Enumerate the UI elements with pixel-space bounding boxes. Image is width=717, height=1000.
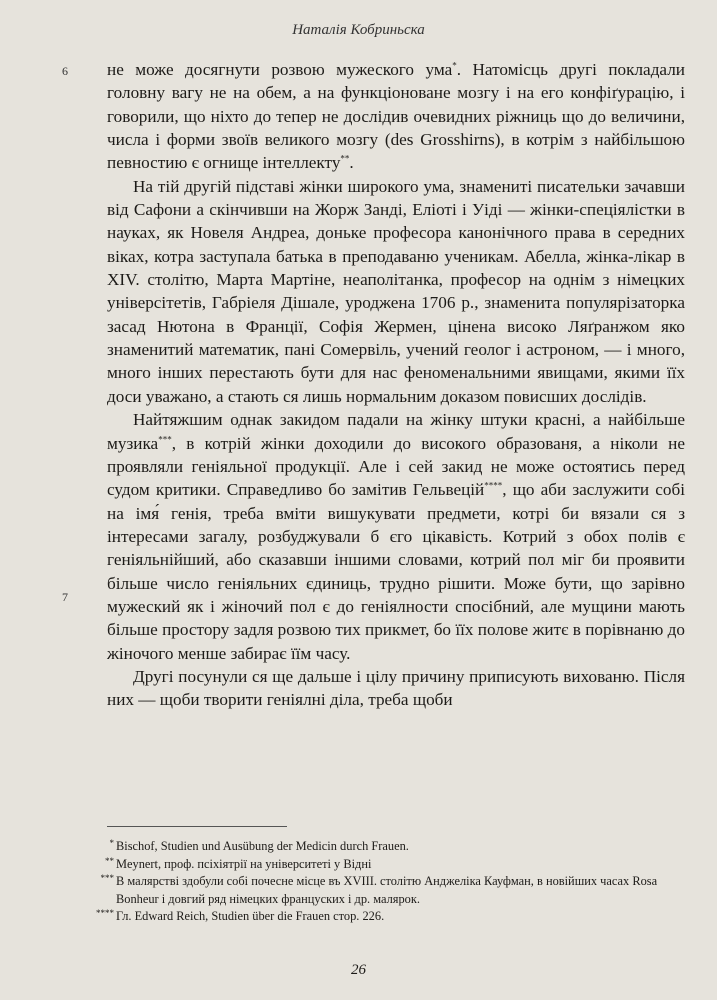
footnote [92, 908, 685, 926]
footnote-text: Meynert, проф. псіхіятрії на університеті у Відні [116, 856, 372, 871]
footnote-mark: * [109, 838, 114, 848]
footnotes [92, 838, 685, 926]
paragraph-text: Найтяжшим однак закидом падали на жінку штуки красні, а найбільше музика [107, 410, 685, 453]
paragraph-text: , в котрій жінки доходили до високого образованя, а ніколи не проявляли геніяльної продукції. Але і сей закид не може остоятись перед судом критики. Справедливо бо замітив Гельвецій [107, 433, 685, 500]
footnote-text: Bischof, Studien und Ausübung der Medicin durch Frauen. [116, 839, 409, 853]
paragraph-text: не може досягнути розвою мужеского ума [107, 60, 453, 79]
paragraph-text: . Натомісць другі покладали головну вагу не на обем, а на функціоноване мозгу і на его конфіґурацію, і говорили, що ніхто до тепер не дослідив очевидних ріжниць що до величини, числа і форми звоїв великого мозгу (des Grosshirns), в котрім з найбільшою певностию є огнище інтеллекту [107, 60, 685, 173]
footnote-ref: *** [158, 433, 172, 444]
paragraph-4: Другі посунули ся ще дальше і цілу причину приписують вихованю. Після них — щоби творити геніялні діла, треба щоби [107, 666, 685, 710]
footnote-ref: * [452, 60, 457, 71]
footnote [92, 838, 685, 856]
paragraph-2: На тій другій підставі жінки широкого ума, знамениті писательки зачавши від Сафони а скінчивши на Жорж Занді, Еліоті і Уіді — жінки-спеціялістки в науках, як Новеля Андреа, доньке професора канонічного права в середних віках, котра заступала батька в преподаваню ученикам. Абелла, жінка-лікар в XIV. столітю, Марта Мартіне, неаполітанка, професор на однім з німецких унiверсітетів, Габріеля Дішале, уроджена 1706 р., знаменита популярізаторка засад Нютона в Франції, Софія Жермен, цінена високо Ляґранжом яко знаменитий математик, пані Сомервіль, учений геолог і астроном, — і много, много інших перестають бути для нас феноменальними явищами, якими їїх доси уважано, а стають ся лишь нормальним доказом повисших дослідів. [107, 176, 685, 406]
footnote-mark: **** [96, 908, 114, 919]
paragraph-3 [107, 408, 685, 665]
paragraph-text: , що аби заслужити собі на імя́ генія, треба вміти вишукувати предмети, котрі би вязали ся з інтересами загалу, розбуджували б єго цікавість. Котрий з обох полів є геніяльнійший, або сказавши іншими словами, котрий пол міг би проявити більше число геніяльних єдиниць, трудно рішити. Може бути, що зарівно мужеский як і жіночий пол є до геніялности спосібний, але мущини мають більше простору задля розвою тих прикмет, бо їїх полове житє в порівнаню до жіночого менше забирає їїм часу. [107, 480, 685, 663]
footnote [92, 873, 685, 908]
margin-number: 7 [62, 590, 68, 604]
footnote [92, 856, 685, 874]
footnote-mark: ** [105, 855, 114, 866]
footnote-divider [107, 826, 287, 827]
footnote-ref: ** [340, 153, 350, 164]
footnote-text: Гл. Edward Reich, Studien über die Frauen стор. 226. [116, 909, 385, 924]
footnote-ref: **** [484, 480, 503, 491]
running-head: Наталія Кобриньска [292, 22, 425, 38]
footnote-text: В малярстві здобули собі почесне місце въ XVIII. столітю Анджеліка Кауфман, в новійших часах Rosa Bonheur і довгий ряд німецких француских і др. малярок. [116, 874, 658, 906]
margin-number: 6 [62, 64, 68, 78]
body-text [107, 58, 685, 712]
paragraph-1 [107, 58, 685, 175]
page-number: 26 [351, 962, 366, 978]
footnote-mark: *** [100, 873, 114, 884]
paragraph-text: . [349, 153, 354, 173]
